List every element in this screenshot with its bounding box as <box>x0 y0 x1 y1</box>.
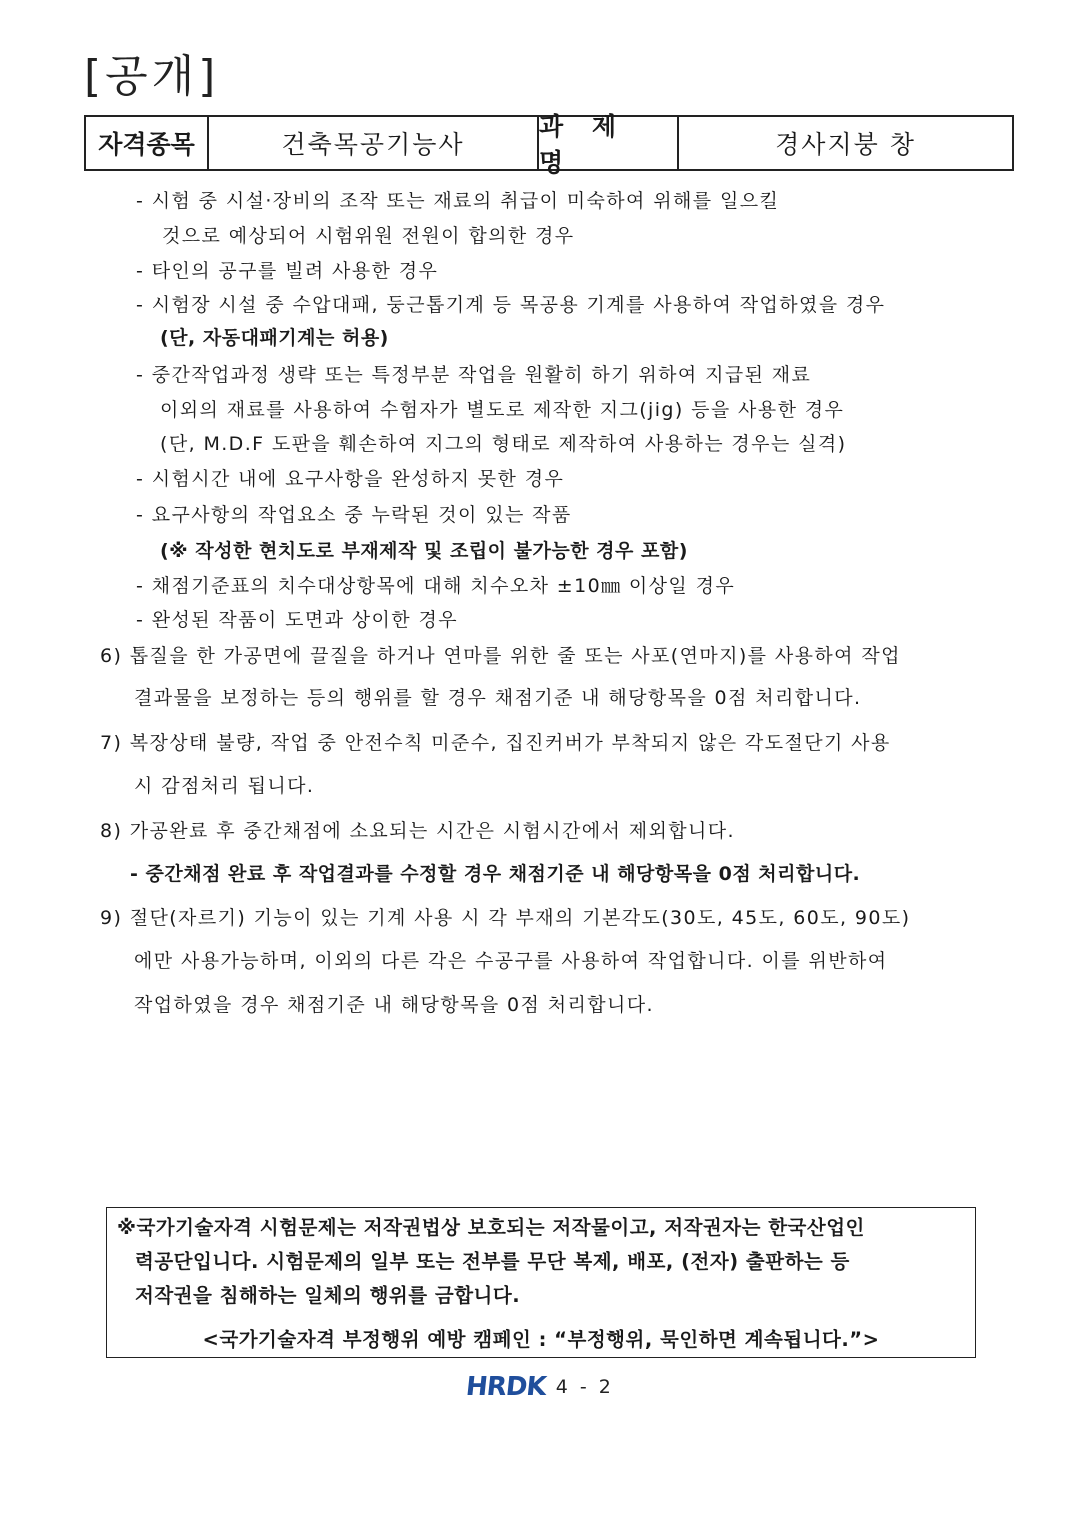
body-line: 이외의 재료를 사용하여 수험자가 별도로 제작한 지그(jig) 등을 사용한 경우 <box>160 399 845 421</box>
body-line-emphasis: (단, 자동대패기계는 허용) <box>160 327 389 349</box>
body-line: - 타인의 공구를 빌려 사용한 경우 <box>136 260 439 282</box>
copyright-notice-box <box>106 1207 976 1358</box>
body-line-emphasis: - 중간채점 완료 후 작업결과를 수정할 경우 채점기준 내 해당항목을 0점 처리합니다. <box>130 863 861 885</box>
body-line: - 중간작업과정 생략 또는 특정부분 작업을 원활히 하기 위하여 지급된 재료 <box>136 364 812 386</box>
field-label: 자격종목 <box>86 117 209 169</box>
field-value: 건축목공기능사 <box>209 117 539 169</box>
body-line-emphasis: (※ 작성한 현치도로 부재제작 및 조립이 불가능한 경우 포함) <box>160 540 688 562</box>
body-line: 8) 가공완료 후 중간채점에 소요되는 시간은 시험시간에서 제외합니다. <box>100 820 735 842</box>
body-line: 7) 복장상태 불량, 작업 중 안전수칙 미준수, 집진커버가 부착되지 않은 각도절단기 사용 <box>100 732 891 754</box>
body-line: - 요구사항의 작업요소 중 누락된 것이 있는 작품 <box>136 504 572 526</box>
body-line: - 시험장 시설 중 수압대패, 둥근톱기계 등 목공용 기계를 사용하여 작업하였을 경우 <box>136 294 886 316</box>
body-line: 것으로 예상되어 시험위원 전원이 합의한 경우 <box>162 225 575 247</box>
page-title: [공개] <box>84 51 220 102</box>
page-number: 4 - 2 <box>555 1376 614 1398</box>
body-line: - 시험시간 내에 요구사항을 완성하지 못한 경우 <box>136 468 565 490</box>
body-line: 에만 사용가능하며, 이외의 다른 각은 수공구를 사용하여 작업합니다. 이를 위반하여 <box>134 950 888 972</box>
page-footer <box>0 1372 1080 1402</box>
hrdk-logo: HRDK <box>464 1372 548 1402</box>
body-line: 작업하였을 경우 채점기준 내 해당항목을 0점 처리합니다. <box>134 994 654 1016</box>
notice-line: 력공단입니다. 시험문제의 일부 또는 전부를 무단 복제, 배포, (전자) 출판하는 등 <box>135 1250 850 1273</box>
body-line: 시 감점처리 됩니다. <box>134 775 315 797</box>
body-line: - 완성된 작품이 도면과 상이한 경우 <box>136 609 459 631</box>
notice-line: 저작권을 침해하는 일체의 행위를 금합니다. <box>135 1284 521 1307</box>
campaign-text: <국가기술자격 부정행위 예방 캠페인 : “부정행위, 묵인하면 계속됩니다.”> <box>202 1328 880 1351</box>
body-line: 6) 톱질을 한 가공면에 끌질을 하거나 연마를 위한 줄 또는 사포(연마지)를 사용하여 작업 <box>100 645 901 667</box>
exam-info-table <box>84 112 1014 177</box>
notice-line: ※국가기술자격 시험문제는 저작권법상 보호되는 저작물이고, 저작권자는 한국산업인 <box>117 1216 865 1239</box>
task-label: 과 제 명 <box>539 117 679 169</box>
body-line: - 채점기준표의 치수대상항목에 대해 치수오차 ±10㎜ 이상일 경우 <box>136 575 736 597</box>
body-line: (단, M.D.F 도판을 훼손하여 지그의 형태로 제작하여 사용하는 경우는 실격) <box>160 433 847 455</box>
body-line: 결과물을 보정하는 등의 행위를 할 경우 채점기준 내 해당항목을 0점 처리합니다. <box>134 687 862 709</box>
task-value: 경사지붕 창 <box>775 130 916 159</box>
body-line: - 시험 중 시설·장비의 조작 또는 재료의 취급이 미숙하여 위해를 일으킬 <box>136 190 780 212</box>
body-line: 9) 절단(자르기) 기능이 있는 기계 사용 시 각 부재의 기본각도(30도, 45도, 60도, 90도) <box>100 907 911 929</box>
